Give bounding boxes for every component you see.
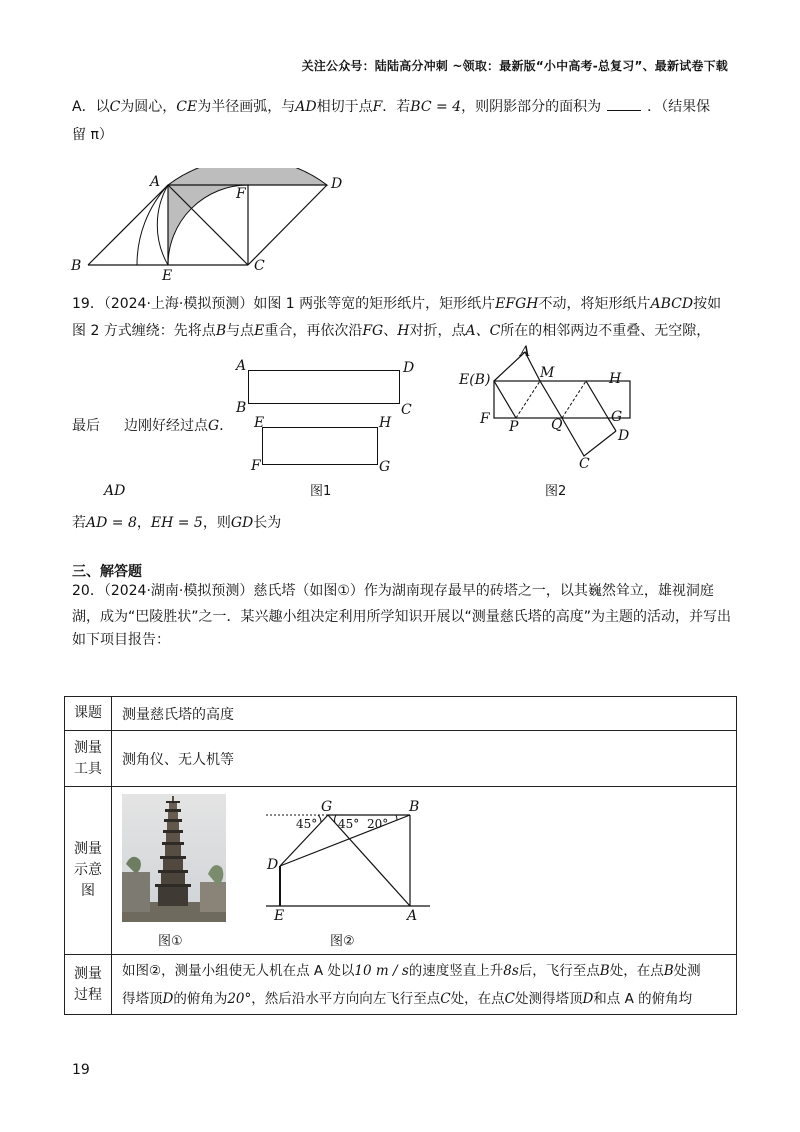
q19-line1: 19．（2024·上海·模拟预测）如图 1 两张等宽的矩形纸片，矩形纸片EFGH不动，将矩形纸片ABCD按如 bbox=[72, 296, 722, 312]
q19-line4: 若AD = 8，EH = 5，则GD长为 bbox=[72, 515, 282, 531]
q18-label-e: E bbox=[162, 268, 173, 284]
fig1-label-c: C bbox=[401, 402, 412, 418]
answer-blank bbox=[607, 100, 641, 111]
segment-ab bbox=[88, 185, 168, 265]
q18-line2: 留 π） bbox=[72, 127, 113, 143]
tower-label-b: B bbox=[409, 799, 420, 815]
fig2-label-p: P bbox=[509, 419, 519, 435]
q19-line3: 最后 边刚好经过点G． bbox=[72, 418, 234, 434]
fig2-label-q: Q bbox=[551, 417, 563, 433]
q19-line2: 图 2 方式缠绕：先将点B与点E重合，再依次沿FG、H对折，点A、C所在的相邻两边不重叠、无空隙， bbox=[72, 323, 711, 339]
q18-figure bbox=[64, 168, 354, 288]
row-key-tools: 测量工具 bbox=[65, 731, 112, 787]
q18-label-f: F bbox=[236, 186, 246, 202]
fig2-label-a: A bbox=[520, 344, 531, 360]
q18-label-d: D bbox=[331, 176, 343, 192]
fig2-label-h: H bbox=[609, 371, 622, 387]
table-row bbox=[65, 731, 737, 787]
section-title: 三、解答题 bbox=[72, 564, 142, 580]
tower-label-g: G bbox=[321, 799, 333, 815]
angle-label-3: 20° bbox=[367, 817, 389, 831]
rect-abcd bbox=[248, 370, 400, 404]
page-number: 19 bbox=[72, 1062, 90, 1078]
table-row bbox=[65, 955, 737, 1015]
fig1-label-e: E bbox=[254, 415, 265, 431]
fig2-label-f: F bbox=[480, 411, 490, 427]
row-key-diagram: 测量示意图 bbox=[65, 787, 112, 955]
tower-label-d: D bbox=[267, 857, 279, 873]
fig2-label-eb: E(B) bbox=[459, 372, 491, 388]
fig2-caption: 图2 bbox=[545, 484, 567, 499]
shaded-cap bbox=[168, 168, 327, 185]
row-value-topic: 测量慈氏塔的高度 bbox=[112, 697, 737, 731]
fig-a-caption: 图① bbox=[158, 934, 183, 949]
pagoda-photo bbox=[122, 794, 226, 922]
q19-ad-label: AD bbox=[104, 483, 126, 499]
fig1-label-d: D bbox=[403, 360, 415, 376]
row-value-tools: 测角仪、无人机等 bbox=[112, 731, 737, 787]
row-key-topic: 课题 bbox=[65, 697, 112, 731]
tower-label-a: A bbox=[407, 908, 418, 924]
arc-outer bbox=[137, 185, 168, 265]
angle-label-1: 45° bbox=[296, 817, 318, 831]
angle-label-2: 45° bbox=[338, 817, 360, 831]
table-row bbox=[65, 697, 737, 731]
row-key-process: 测量过程 bbox=[65, 955, 112, 1015]
row-value-process: 如图②，测量小组使无人机在点 A 处以10 m / s的速度竖直上升8s后，飞行至点B处，在点B处测 得塔顶D的俯角为20°，然后沿水平方向向左飞行至点C处，在点C处测得塔顶D和点 A 的俯角均 bbox=[112, 955, 737, 1015]
fig2-label-c: C bbox=[579, 456, 590, 472]
fig1-label-f: F bbox=[251, 458, 261, 474]
fig1-caption: 图1 bbox=[310, 484, 332, 499]
q18-label-b: B bbox=[71, 258, 82, 274]
fig1-label-b: B bbox=[236, 400, 247, 416]
fig1-label-g: G bbox=[379, 459, 391, 475]
q18-label-c: C bbox=[254, 258, 265, 274]
q18-line1: A．以C为圆心，CE为半径画弧，与AD相切于点F．若BC = 4，则阴影部分的面积为 ．（结果保 bbox=[72, 99, 711, 115]
fig2-label-g: G bbox=[611, 409, 623, 425]
tower-label-e: E bbox=[274, 908, 285, 924]
segment-cd bbox=[248, 185, 327, 265]
fig2-label-d: D bbox=[618, 428, 630, 444]
rect-efgh bbox=[262, 427, 378, 465]
fig-b-caption: 图② bbox=[330, 934, 355, 949]
fig1-label-h: H bbox=[379, 415, 392, 431]
q20-line2: 湖，成为“巴陵胜状”之一．某兴趣小组决定利用所学知识开展以“测量慈氏塔的高度”为主题的活动，并写出 bbox=[72, 609, 732, 625]
q18-label-a: A bbox=[150, 174, 161, 190]
fig2-label-m: M bbox=[540, 365, 555, 381]
q20-line3: 如下项目报告： bbox=[72, 632, 170, 648]
fig1-label-a: A bbox=[236, 358, 247, 374]
q20-line1: 20．（2024·湖南·模拟预测）慈氏塔（如图①）作为湖南现存最早的砖塔之一，以其巍然耸立，雄视洞庭 bbox=[72, 583, 714, 599]
page-header: 关注公众号：陆陆高分冲刺 ~领取：最新版“小中高考-总复习”、最新试卷下载 bbox=[301, 59, 728, 73]
